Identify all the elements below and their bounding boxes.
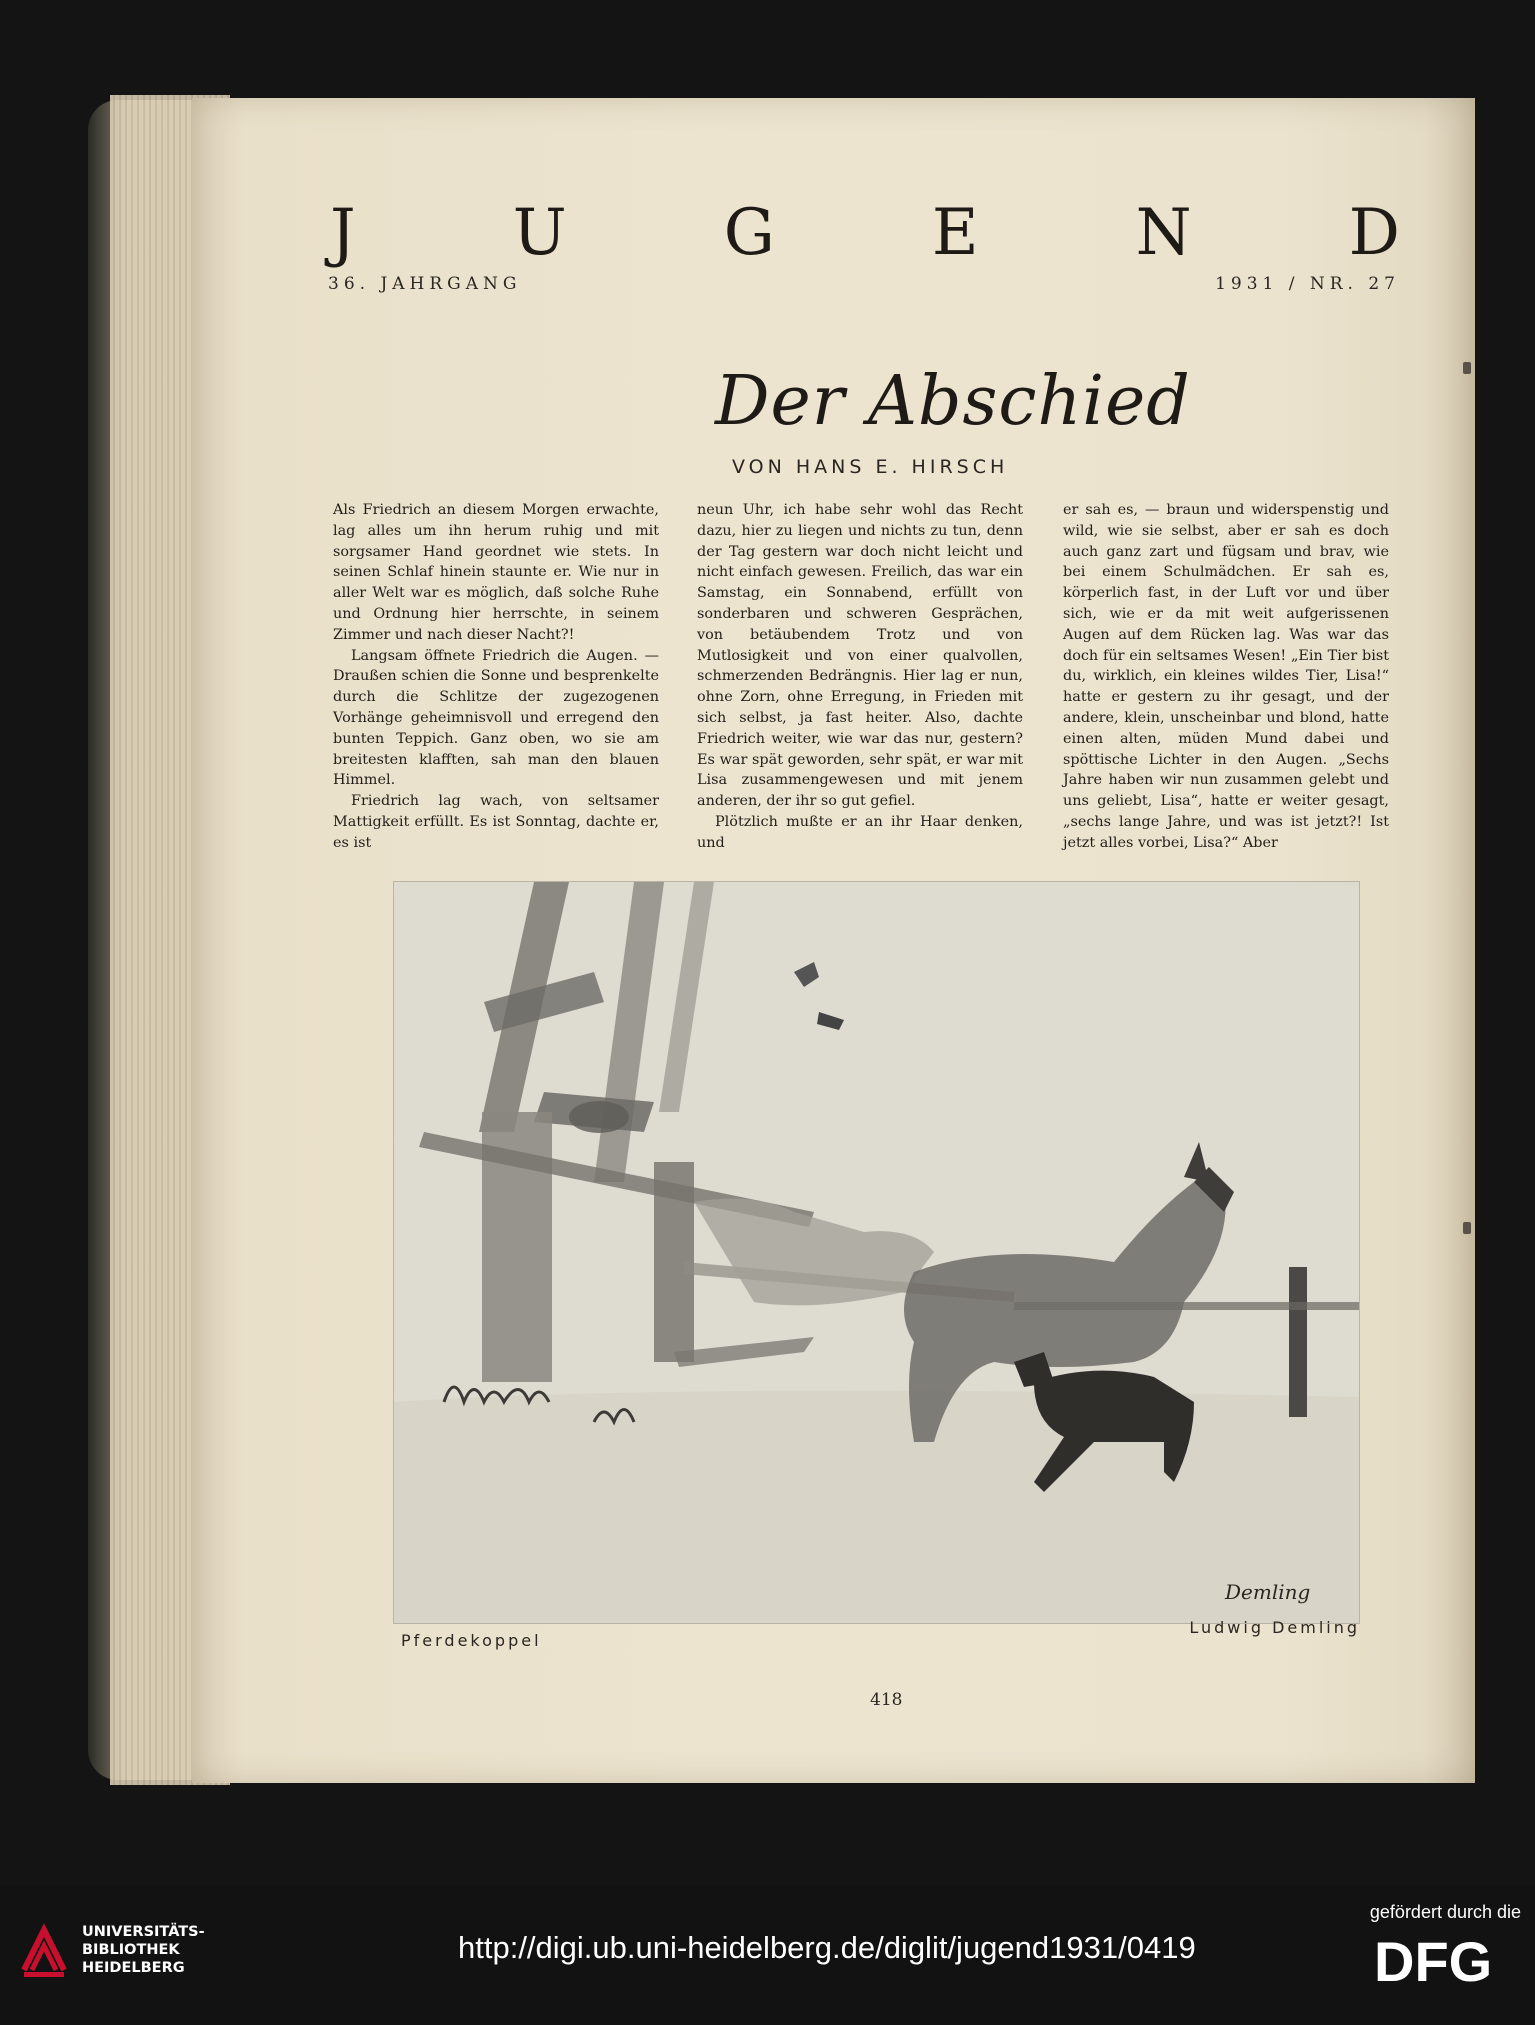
paragraph: Langsam öffnete Friedrich die Augen. — Draußen schien die Sonne und besprenkelte durch die Schlitze der zugezogenen Vorhänge geheimnisvoll und erregend den bunten Teppich. Ganz oben, wo sie am breitesten klafften, sah man den blauen Himmel. xyxy=(333,647,659,789)
caption-artist: Ludwig Demling xyxy=(1189,1618,1360,1637)
library-line: HEIDELBERG xyxy=(82,1960,185,1976)
volume-label: 36. JAHRGANG xyxy=(328,274,522,294)
sponsor-block xyxy=(1369,1902,1521,1993)
masthead-letter: U xyxy=(512,196,567,270)
library-logo[interactable] xyxy=(18,1920,205,1980)
paragraph: Als Friedrich an diesem Morgen erwachte, lag alles um ihn herum ruhig und mit sorgsamer Hand geordnet wie stets. In seinen Schlaf hinein staunte er. Wie nur in aller Welt war es möglich, daß solche Ruhe und Ordnung hier herrschte, in seinem Zimmer und nach dieser Nacht?! xyxy=(333,502,659,643)
masthead-letter: G xyxy=(723,196,775,270)
paragraph: neun Uhr, ich habe sehr wohl das Recht dazu, hier zu liegen und nichts zu tun, denn der Tag gestern war doch nicht leicht und nicht einfach gewesen. Freilich, das war ein Samstag, ein Sonnabend, erfüllt von sonderbaren und schweren Gesprächen, von betäubendem Trotz und von Mutlosigkeit und von einer qualvollen, schmerzenden Bedrängnis. Hier lag er nun, ohne Zorn, ohne Erregung, in Frieden mit sich selbst, ja fast heiter. Also, dachte Friedrich weiter, wie war das nur, gestern? Es war spät geworden, sehr spät, er war mit Lisa zusammengewesen und mit jenem anderen, der ihr so gut gefiel. xyxy=(697,502,1023,810)
masthead-letter: E xyxy=(931,196,979,270)
dfg-logo-icon[interactable] xyxy=(1370,1929,1493,1993)
artist-signature: Demling xyxy=(1225,1580,1311,1604)
caption-title: Pferdekoppel xyxy=(401,1631,542,1650)
library-line: UNIVERSITÄTS- xyxy=(82,1924,205,1940)
library-line: BIBLIOTHEK xyxy=(82,1942,180,1958)
article-title: Der Abschied xyxy=(715,362,1191,441)
text-column-2 xyxy=(697,500,1023,851)
dfg-logo-text: DFG xyxy=(1373,1930,1493,1993)
page-mark xyxy=(1463,1222,1471,1234)
text-column-1 xyxy=(333,500,659,851)
permalink-url[interactable]: http://digi.ub.uni-heidelberg.de/diglit/jugend1931/0419 xyxy=(458,1930,1196,1965)
paragraph: Friedrich lag wach, von seltsamer Mattigkeit erfüllt. Es ist Sonntag, dachte er, es ist xyxy=(333,793,659,851)
masthead xyxy=(330,198,1400,268)
horse-paddock-drawing xyxy=(394,882,1359,1623)
masthead-letter: N xyxy=(1135,196,1192,270)
text-column-3 xyxy=(1063,500,1389,851)
paragraph: er sah es, — braun und widerspenstig und wild, wie sie selbst, aber er sah es doch auch ganz zart und fügsam und brav, wie bei einem Schulmädchen. Er sah es, körperlich fast, in der Luft vor und über sich, wie er da mit weit aufgerissenen Augen auf dem Rücken lag. Was war das doch für ein seltsames Wesen! „Ein Tier bist du, wirklich, ein kleines wildes Tier, Lisa!“ hatte er gestern zu ihr gesagt, und der andere, klein, unscheinbar und blond, hatte einen alten, müden Mund dabei und spöttische Lichter in den Augen. „Sechs Jahre haben wir nun zusammen gelebt und uns geliebt, Lisa“, hatte er weiter gesagt, „sechs lange Jahre, und was ist jetzt?! Ist jetzt alles vorbei, Lisa?“ Aber xyxy=(1063,502,1389,851)
issue-label: 1931 / NR. 27 xyxy=(1215,274,1400,294)
page-mark xyxy=(1463,362,1471,374)
masthead-letter: D xyxy=(1348,196,1400,270)
library-name xyxy=(82,1923,205,1977)
sponsor-label: gefördert durch die xyxy=(1369,1902,1521,1922)
page-number: 418 xyxy=(870,1690,903,1710)
library-emblem-icon xyxy=(18,1920,70,1980)
article-byline: VON HANS E. HIRSCH xyxy=(732,456,1009,478)
masthead-letter: J xyxy=(330,196,356,270)
illustration-horses xyxy=(393,881,1360,1624)
paragraph: Plötzlich mußte er an ihr Haar denken, und xyxy=(697,813,1023,851)
